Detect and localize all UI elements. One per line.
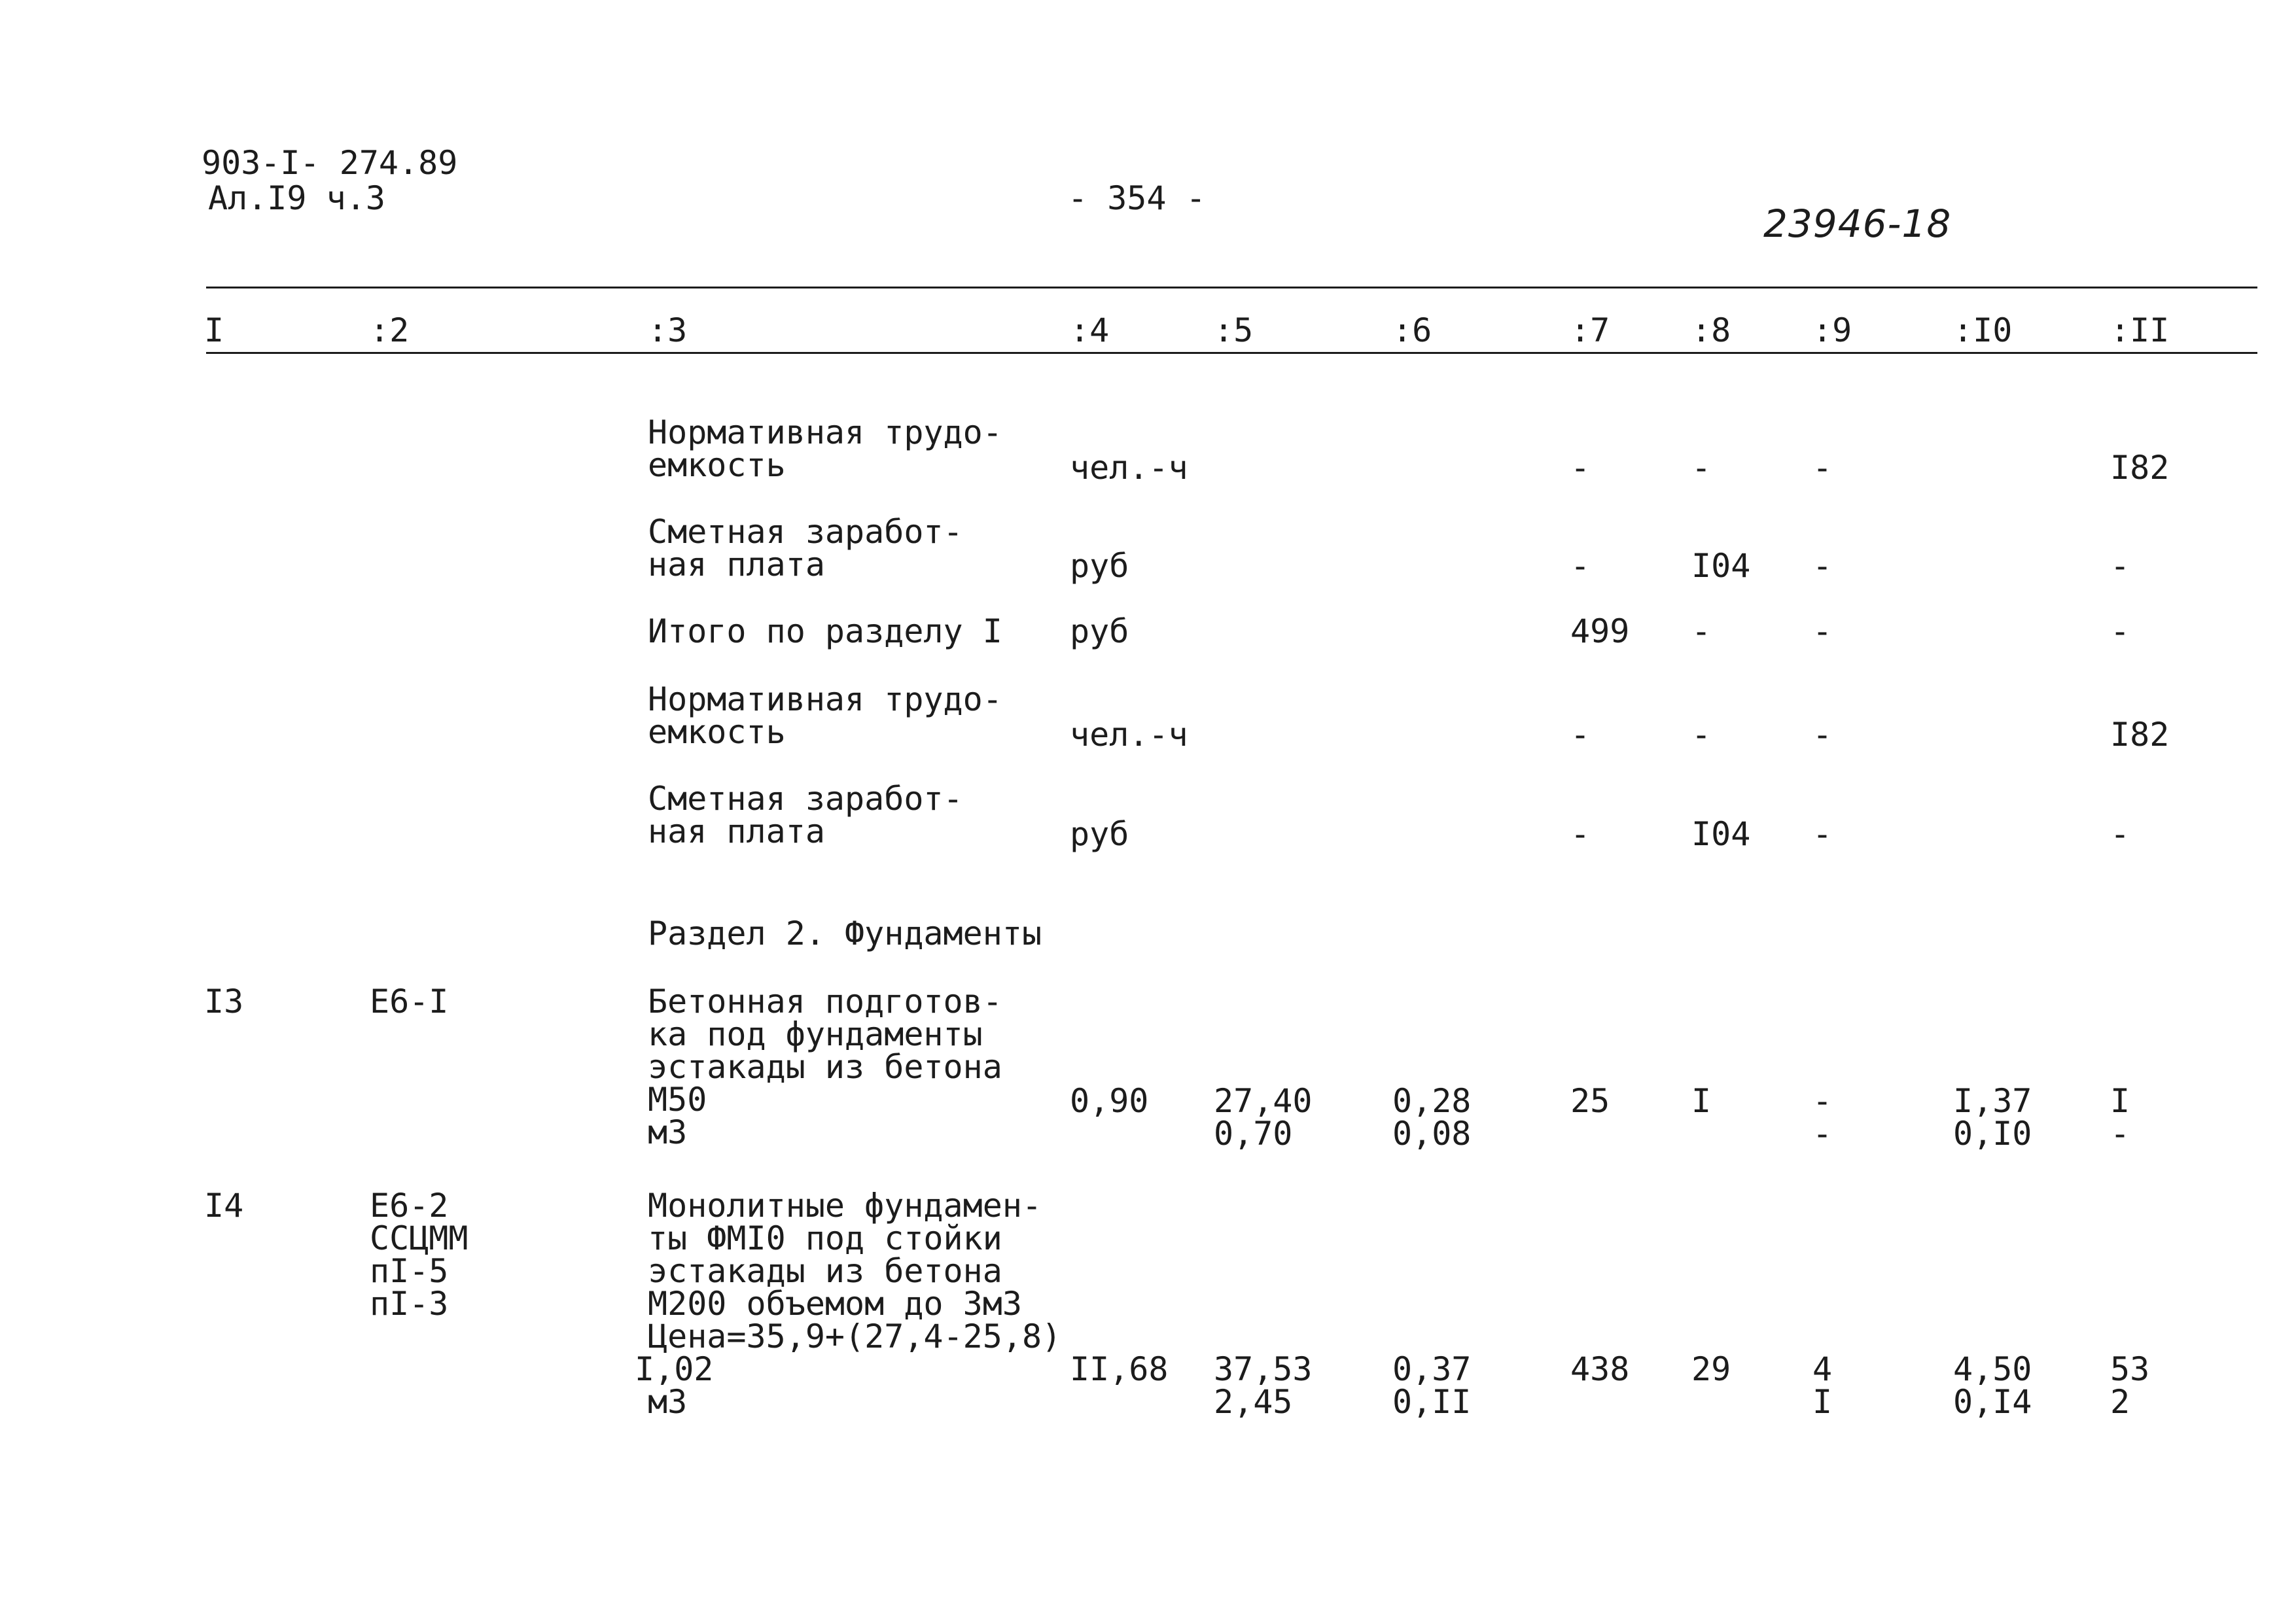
album-part: Ал.I9 ч.3	[208, 179, 385, 217]
row-14-col7: 438	[1570, 1350, 1630, 1388]
row-labor-norm-2-name: Нормативная трудо- емкость	[648, 680, 1002, 751]
section-2-title: Раздел 2. Фундаменты	[648, 915, 1042, 952]
column-header-7: :7	[1570, 311, 1610, 349]
row-labor-norm-1-col9: -	[1812, 449, 1833, 487]
row-14-col8: 29	[1691, 1350, 1731, 1388]
column-header-2: :2	[370, 311, 410, 349]
row-section1-total-col7: 499	[1570, 612, 1630, 650]
row-labor-norm-1-col11: I82	[2110, 449, 2170, 487]
row-section1-total-col11: -	[2110, 612, 2130, 650]
row-14-col5: 37,53 2,45	[1214, 1350, 1313, 1421]
column-header-4: :4	[1070, 311, 1110, 349]
row-wages-2-unit: руб	[1070, 815, 1129, 853]
row-14-name: Монолитные фундамен- ты ФМI0 под стойки эстакады из бетона М200 объемом до 3м3 Цена=35,9+(27,4-25,8) I,02 м3	[635, 1187, 1062, 1421]
row-wages-1-name: Сметная заработ- ная плата	[648, 513, 963, 584]
row-labor-norm-2-col9: -	[1812, 716, 1833, 754]
row-section1-total-col8: -	[1691, 612, 1712, 650]
row-labor-norm-2-col7: -	[1570, 716, 1591, 754]
column-header-11: :II	[2110, 311, 2170, 349]
row-labor-norm-1-col8: -	[1691, 449, 1712, 487]
row-wages-1-col8: I04	[1691, 547, 1751, 585]
column-header-10: :I0	[1953, 311, 2013, 349]
column-header-1: I	[204, 311, 224, 349]
row-13-name: Бетонная подготов- ка под фундаменты эстакады из бетона М50 м3	[648, 983, 1002, 1151]
row-section1-total-col9: -	[1812, 612, 1833, 650]
row-13-col6: 0,28 0,08	[1392, 1082, 1472, 1153]
row-14-col6: 0,37 0,II	[1392, 1350, 1472, 1421]
row-13-col11: I -	[2110, 1082, 2130, 1153]
row-13-col9: - -	[1812, 1082, 1833, 1153]
column-header-9: :9	[1812, 311, 1852, 349]
column-header-6: :6	[1392, 311, 1432, 349]
row-wages-2-col7: -	[1570, 815, 1591, 853]
row-wages-1-unit: руб	[1070, 547, 1129, 585]
column-header-8: :8	[1691, 311, 1731, 349]
row-labor-norm-1-col7: -	[1570, 449, 1591, 487]
row-13-col5: 27,40 0,70	[1214, 1082, 1313, 1153]
row-14-col9: 4 I	[1812, 1350, 1833, 1421]
row-14-code: Е6-2 ССЦММ пI-5 пI-3	[370, 1187, 468, 1323]
row-13-col4: 0,90	[1070, 1082, 1149, 1120]
row-section1-total-name: Итого по разделу I	[648, 612, 1002, 650]
page-number: - 354 -	[1068, 179, 1206, 217]
row-labor-norm-2-col8: -	[1691, 716, 1712, 754]
row-wages-1-col9: -	[1812, 547, 1833, 585]
row-labor-norm-1-name: Нормативная трудо- емкость	[648, 413, 1002, 484]
row-14-number: I4	[204, 1187, 244, 1225]
row-wages-2-col9: -	[1812, 815, 1833, 853]
row-section1-total-unit: руб	[1070, 612, 1129, 650]
row-labor-norm-2-unit: чел.-ч	[1070, 716, 1188, 754]
row-13-col10: I,37 0,I0	[1953, 1082, 2032, 1153]
row-wages-2-name: Сметная заработ- ная плата	[648, 780, 963, 850]
row-labor-norm-1-unit: чел.-ч	[1070, 449, 1188, 487]
column-header-5: :5	[1214, 311, 1254, 349]
stamp-number: 23946-18	[1763, 201, 1952, 246]
row-14-col10: 4,50 0,I4	[1953, 1350, 2032, 1421]
row-wages-1-col11: -	[2110, 547, 2130, 585]
row-13-col7: 25	[1570, 1082, 1610, 1120]
column-header-3: :3	[648, 311, 688, 349]
row-14-col11: 53 2	[2110, 1350, 2150, 1421]
row-13-code: Е6-I	[370, 983, 449, 1021]
row-14-col4: II,68	[1070, 1350, 1169, 1388]
row-wages-1-col7: -	[1570, 547, 1591, 585]
table-top-rule	[206, 287, 2257, 288]
table-header-rule	[206, 352, 2257, 354]
row-13-number: I3	[204, 983, 244, 1021]
row-wages-2-col11: -	[2110, 815, 2130, 853]
row-labor-norm-2-col11: I82	[2110, 716, 2170, 754]
row-wages-2-col8: I04	[1691, 815, 1751, 853]
row-13-col8: I	[1691, 1082, 1712, 1120]
document-code: 903-I- 274.89	[202, 144, 458, 182]
